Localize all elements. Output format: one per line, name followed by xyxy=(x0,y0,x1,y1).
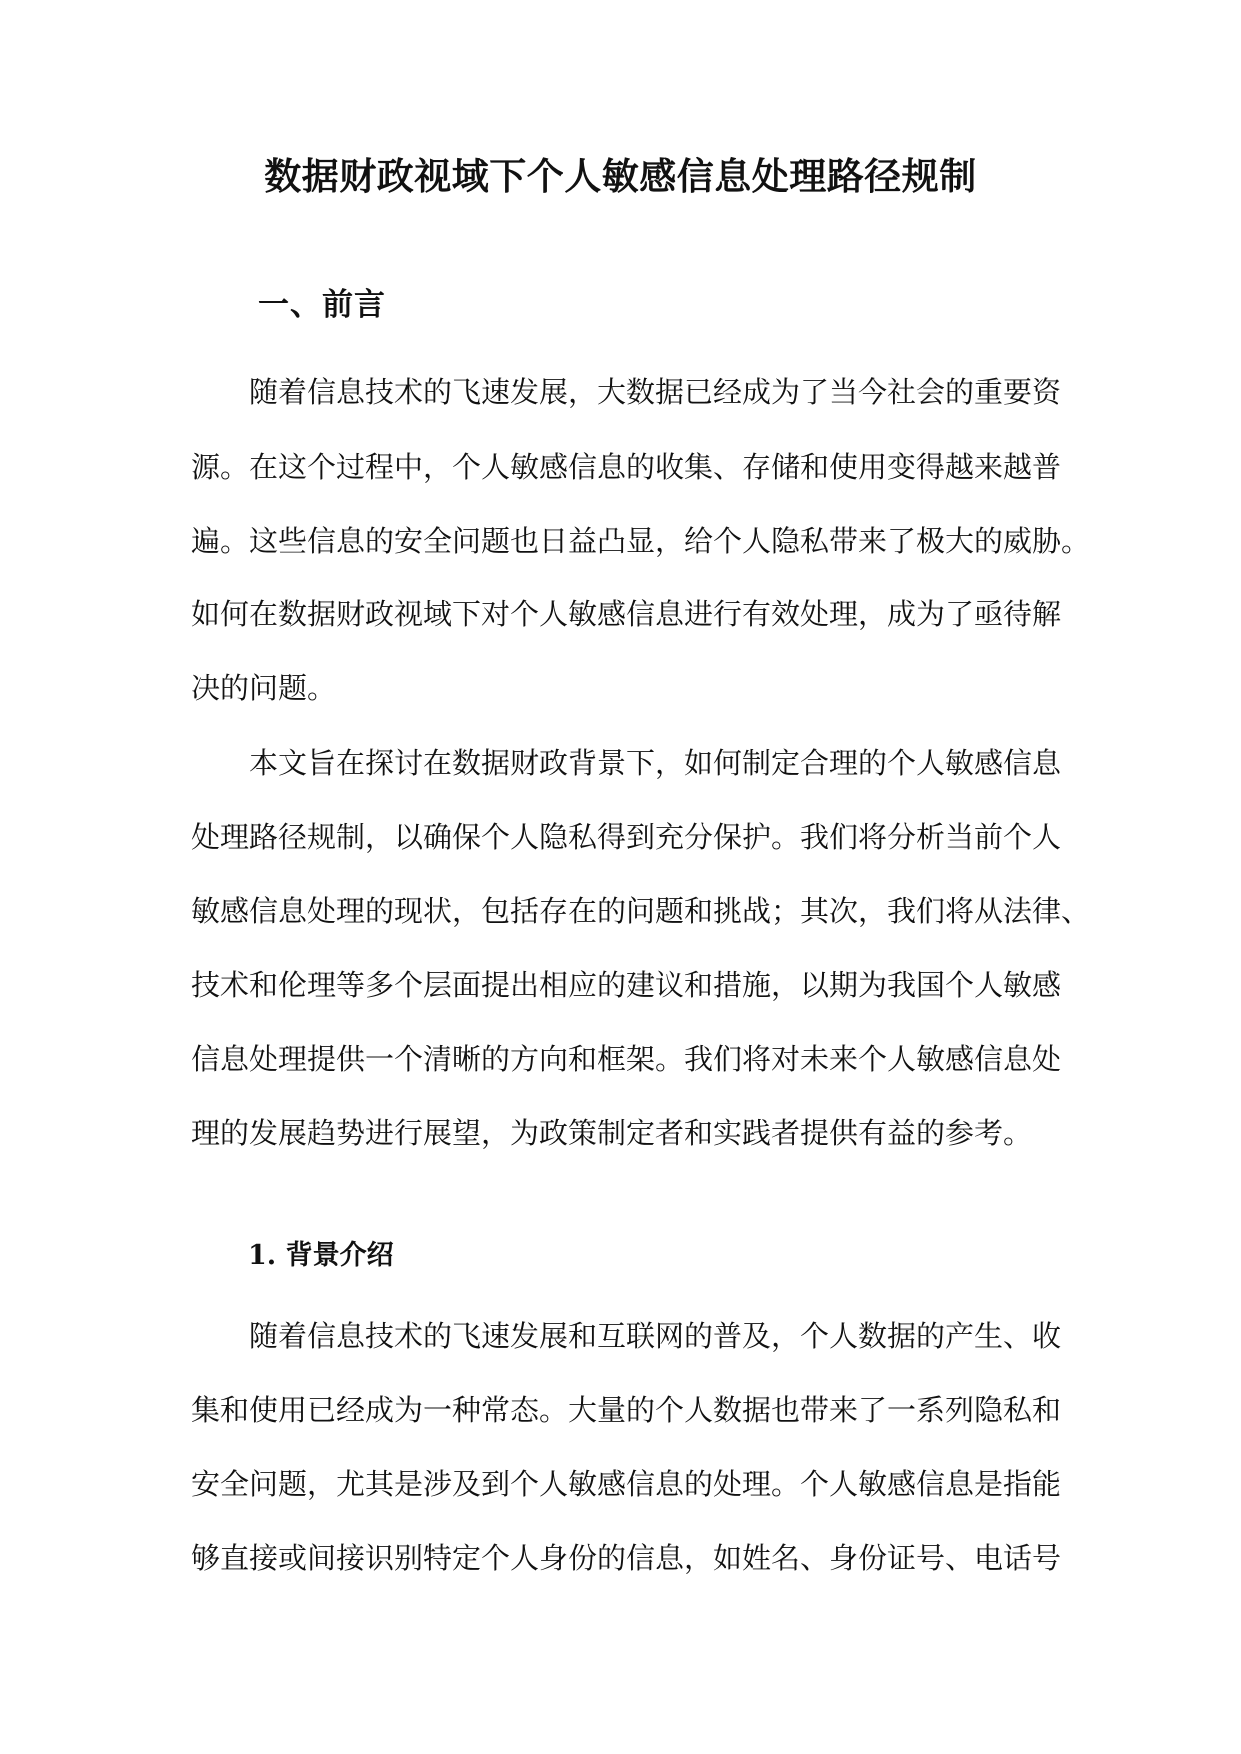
paragraph-line: 处理路径规制，以确保个人隐私得到充分保护。我们将分析当前个人 xyxy=(191,820,1062,854)
paragraph-line: 够直接或间接识别特定个人身份的信息，如姓名、身份证号、电话号 xyxy=(191,1541,1062,1575)
paragraph-line: 理的发展趋势进行展望，为政策制定者和实践者提供有益的参考。 xyxy=(191,1116,1033,1150)
subsection-heading-background: 1. 背景介绍 xyxy=(248,1240,394,1271)
document-title: 数据财政视域下个人敏感信息处理路径规制 xyxy=(264,154,977,198)
paragraph-line: 随着信息技术的飞速发展和互联网的普及，个人数据的产生、收 xyxy=(249,1319,1062,1353)
paragraph-line: 集和使用已经成为一种常态。大量的个人数据也带来了一系列隐私和 xyxy=(191,1393,1062,1427)
paragraph-line: 决的问题。 xyxy=(191,671,337,705)
paragraph-line: 信息处理提供一个清晰的方向和框架。我们将对未来个人敏感信息处 xyxy=(191,1042,1062,1076)
paragraph-line: 安全问题，尤其是涉及到个人敏感信息的处理。个人敏感信息是指能 xyxy=(191,1467,1062,1501)
paragraph-line: 技术和伦理等多个层面提出相应的建议和措施，以期为我国个人敏感 xyxy=(191,968,1062,1002)
paragraph-line: 敏感信息处理的现状，包括存在的问题和挑战；其次，我们将从法律、 xyxy=(191,894,1091,928)
paragraph-line: 源。在这个过程中，个人敏感信息的收集、存储和使用变得越来越普 xyxy=(191,450,1062,484)
section-heading-preface: 一、前言 xyxy=(258,287,386,323)
paragraph-line: 遍。这些信息的安全问题也日益凸显，给个人隐私带来了极大的威胁。 xyxy=(191,524,1091,558)
paragraph-line: 如何在数据财政视域下对个人敏感信息进行有效处理，成为了亟待解 xyxy=(191,597,1062,631)
paragraph-line: 随着信息技术的飞速发展，大数据已经成为了当今社会的重要资 xyxy=(249,375,1062,409)
paragraph-line: 本文旨在探讨在数据财政背景下，如何制定合理的个人敏感信息 xyxy=(249,746,1062,780)
